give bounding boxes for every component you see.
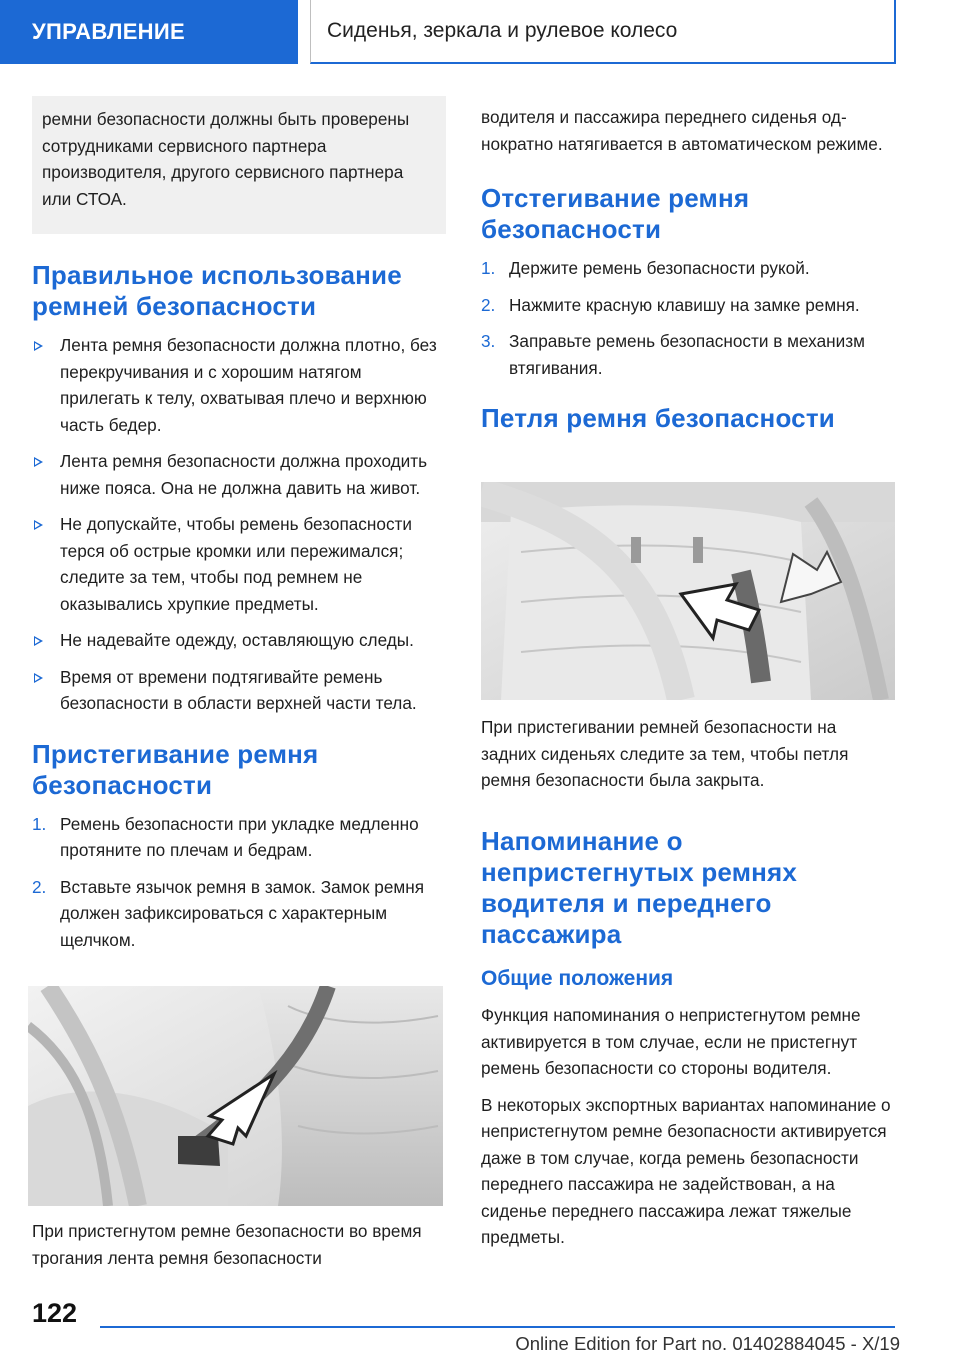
- step-text: Вставьте язычок ремня в замок. Замок ремня должен зафиксироваться с характерным щелчком.: [60, 876, 425, 950]
- left-column: [32, 96, 446, 963]
- step-text: Ремень безопасности при укладке медленно протяните по плечам и бедрам.: [60, 813, 419, 860]
- proper-use-list: [32, 332, 446, 717]
- step-item: [481, 328, 895, 381]
- step-item: [32, 874, 446, 954]
- reminder-paragraph: В некоторых экспортных вариантах напоминание о непристегнутом ремне безопасности активируется даже в том случае, когда ремень безопасности переднего пассажира не задействован, а на сиденье переднего пассажира лежат тяжелые предметы.: [481, 1094, 891, 1247]
- triangle-bullet-icon: [34, 673, 43, 683]
- page-number: 122: [32, 1298, 78, 1328]
- heading-unfasten: Отстегивание ремня безопасности: [481, 183, 750, 244]
- caption-left: [32, 1218, 446, 1271]
- triangle-bullet-icon: [34, 341, 43, 351]
- list-item: [32, 448, 446, 501]
- subheading-general: Общие положения: [481, 967, 674, 990]
- step-item: [481, 292, 895, 319]
- photo-belt-loop: [481, 482, 895, 700]
- step-text: Нажмите красную клавишу на замке ремня.: [509, 294, 860, 315]
- unfasten-steps: [481, 255, 895, 381]
- step-number: 3.: [481, 331, 496, 351]
- intro-text: водителя и пассажира переднего сиденья однократно натягивается в автоматическом режиме.: [481, 107, 883, 154]
- caption-text: При пристегивании ремней безопасности на задних сиденьях следите за тем, чтобы петля ремня безопасности была закрыта.: [481, 717, 849, 790]
- list-item-text: Не надевайте одежду, оставляющую следы.: [60, 630, 414, 650]
- list-item-text: Не допускайте, чтобы ремень безопасности терся об острые кромки или пережимался; следите за тем, чтобы под ремнем не оказывались хрупкие предметы.: [60, 514, 413, 614]
- caption-text: При пристегнутом ремне безопасности во время трогания лента ремня безопасности: [32, 1221, 422, 1268]
- heading-reminder: Напоминание о непристегнутых ремнях водителя и переднего пассажира: [481, 826, 798, 949]
- triangle-bullet-icon: [34, 520, 43, 530]
- list-item: [32, 664, 446, 717]
- list-item: [32, 627, 446, 654]
- note-text: ремни безопасности должны быть проверены сотрудниками сервисного партнера производителя, другого сервисного партнера или СТОА.: [42, 109, 410, 209]
- fasten-steps: [32, 811, 446, 954]
- list-item: [32, 332, 446, 438]
- step-text: Заправьте ремень безопасности в механизм втягивания.: [509, 331, 865, 378]
- photo-belt-buckle: [28, 986, 443, 1206]
- triangle-bullet-icon: [34, 636, 43, 646]
- heading-fasten: Пристегивание ремня безопасности: [32, 738, 319, 800]
- footer-divider: [100, 1326, 895, 1328]
- chapter-title: Сиденья, зеркала и рулевое колесо: [310, 0, 896, 64]
- step-item: [32, 811, 446, 864]
- belt-buckle-illustration: [28, 986, 443, 1206]
- list-item-text: Время от времени подтягивайте ремень безопасности в области верхней части тела.: [60, 666, 417, 713]
- step-number: 1.: [32, 813, 47, 834]
- step-text: Держите ремень безопасности рукой.: [509, 258, 810, 278]
- caption-right: [481, 714, 895, 794]
- section-tab: УПРАВЛЕНИЕ: [0, 0, 298, 64]
- list-item-text: Лента ремня безопасности должна проходить ниже пояса. Она не должна давить на живот.: [60, 451, 428, 498]
- triangle-bullet-icon: [34, 457, 43, 467]
- right-column: [481, 96, 895, 434]
- step-number: 2.: [481, 294, 496, 315]
- reminder-section: [481, 826, 895, 1251]
- list-item: [32, 511, 446, 617]
- belt-loop-illustration: [481, 482, 895, 700]
- step-number: 2.: [32, 876, 47, 897]
- footer-edition: Online Edition for Part no. 01402884045 - X/19: [515, 1333, 900, 1354]
- step-item: [481, 255, 895, 282]
- heading-proper-use: Правильное использование ремней безопасности: [32, 260, 402, 321]
- step-number: 1.: [481, 258, 496, 278]
- reminder-paragraph: Функция напоминания о непристегнутом ремне активируется в том случае, если не пристегнут ремень безопасности со стороны водителя.: [481, 1005, 861, 1078]
- note-box: [32, 96, 446, 234]
- heading-belt-loop: Петля ремня безопасности: [481, 403, 835, 433]
- list-item-text: Лента ремня безопасности должна плотно, без перекручивания и с хорошим натягом прилегать к телу, охватывая плечо и верхнюю часть бедер.: [60, 335, 437, 435]
